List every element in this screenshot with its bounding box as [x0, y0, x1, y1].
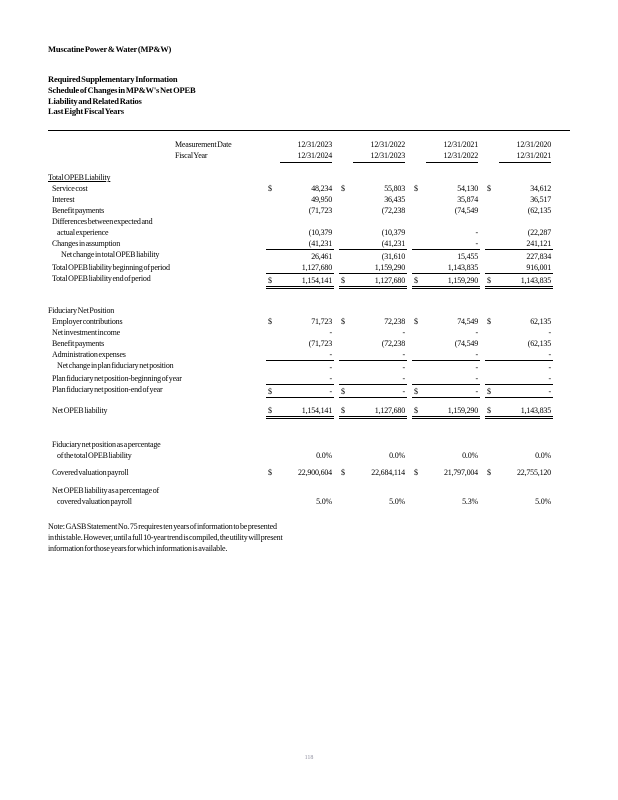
table-cell [266, 262, 334, 273]
dollar-sign: $ [487, 406, 491, 416]
row-label: Plan fiduciary net position-end of year [52, 385, 163, 395]
note-line: Note: GASB Statement No. 75 requires ten years of information to be presented [48, 522, 277, 532]
table-cell [339, 316, 407, 327]
table-cell [485, 338, 553, 349]
table-cell [412, 150, 480, 163]
cell-value: 5.0% [535, 497, 551, 507]
table-row [48, 349, 549, 360]
cell-value: 227,834 [526, 252, 551, 262]
doc-subtitle [48, 74, 570, 131]
dollar-sign: $ [268, 387, 272, 397]
table-row [48, 316, 549, 327]
table-cell [339, 485, 407, 496]
table-cell [339, 450, 407, 461]
spacer [48, 287, 549, 305]
measurement-date: 12/31/2020 [516, 140, 551, 150]
table-cell [266, 172, 334, 183]
cell-value: 1,143,835 [520, 406, 551, 416]
cell-value: - [329, 387, 332, 397]
subtitle-line: Required Supplementary Information [48, 74, 178, 84]
table-cell [266, 384, 334, 398]
table-cell [412, 216, 480, 227]
note-line: information for those years for which information is available. [48, 544, 228, 554]
table-row [48, 262, 549, 273]
cell-value: 55,803 [384, 184, 405, 194]
fiscal-year: 12/31/2021 [499, 150, 551, 163]
table-row [48, 194, 549, 205]
table-cell [266, 467, 334, 478]
cell-value: 5.3% [462, 497, 478, 507]
table-cell [339, 405, 407, 417]
cell-value: (71,723 [308, 206, 332, 216]
row-label: Total OPEB liability end of period [52, 274, 151, 284]
cell-value: 1,154,141 [301, 406, 332, 416]
row-label: actual experience [57, 228, 109, 238]
table-cell [339, 183, 407, 194]
cell-value: - [402, 374, 405, 384]
table-row [48, 496, 549, 507]
table-cell [266, 316, 334, 327]
row-label: Changes in assumption [52, 239, 121, 249]
table-cell [266, 194, 334, 205]
cell-value: - [329, 328, 332, 338]
page-content [48, 44, 570, 554]
cell-value: - [548, 350, 551, 360]
cell-value: 1,143,835 [447, 263, 478, 273]
table-cell [485, 373, 553, 384]
table-row [48, 273, 549, 287]
cell-value: 1,154,141 [301, 276, 332, 286]
cell-value: 1,127,680 [301, 263, 332, 273]
table-row [48, 405, 549, 417]
table-cell [266, 485, 334, 496]
measurement-date: 12/31/2023 [297, 140, 332, 150]
cell-value: 72,238 [384, 317, 405, 327]
fiscal-year: 12/31/2022 [426, 150, 478, 163]
cell-value: 916,001 [526, 263, 551, 273]
table-cell [412, 194, 480, 205]
table-cell [412, 467, 480, 478]
table-cell [266, 238, 334, 249]
dollar-sign: $ [341, 468, 345, 478]
cell-value: 36,517 [530, 195, 551, 205]
table-row [48, 216, 549, 227]
table-cell [266, 405, 334, 417]
row-label: Net OPEB liability [52, 406, 108, 416]
dollar-sign: $ [487, 317, 491, 327]
table-cell [485, 172, 553, 183]
dollar-sign: $ [414, 184, 418, 194]
dollar-sign: $ [414, 276, 418, 286]
table-cell [485, 467, 553, 478]
table-cell [412, 496, 480, 507]
table-row [48, 305, 549, 316]
table-cell [339, 338, 407, 349]
cell-value: (31,610 [381, 252, 405, 262]
cell-value: 48,234 [311, 184, 332, 194]
measurement-date-label: Measurement Date [175, 140, 232, 150]
cell-value: 1,143,835 [520, 276, 551, 286]
table-cell [485, 316, 553, 327]
cell-value: 1,159,290 [374, 263, 405, 273]
table-cell [485, 205, 553, 216]
row-label: Interest [52, 195, 75, 205]
page-number: 118 [304, 755, 314, 761]
row-label: Net change in total OPEB liability [61, 250, 160, 260]
cell-value: (41,231 [308, 239, 332, 249]
dollar-sign: $ [414, 317, 418, 327]
table-cell [412, 205, 480, 216]
cell-value: 49,950 [311, 195, 332, 205]
dollar-sign: $ [487, 184, 491, 194]
table-cell [412, 139, 480, 150]
table-cell [485, 216, 553, 227]
table-cell [339, 194, 407, 205]
table-row [48, 450, 549, 461]
table-cell [266, 273, 334, 287]
table-cell [266, 373, 334, 384]
cell-value: 0.0% [462, 451, 478, 461]
table-cell [485, 227, 553, 238]
cell-value: - [402, 387, 405, 397]
table-cell [412, 349, 480, 360]
cell-value: 5.0% [389, 497, 405, 507]
cell-value: - [329, 350, 332, 360]
fiscal-year: 12/31/2023 [353, 150, 405, 163]
dollar-sign: $ [487, 468, 491, 478]
cell-value: 54,130 [457, 184, 478, 194]
table-cell [485, 496, 553, 507]
table-cell [485, 194, 553, 205]
cell-value: (72,238 [381, 339, 405, 349]
dollar-sign: $ [268, 468, 272, 478]
table-cell [266, 496, 334, 507]
fiscal-year-row [48, 150, 549, 163]
table-body [48, 172, 549, 507]
table-cell [339, 238, 407, 249]
table-cell [339, 384, 407, 398]
spacer [48, 417, 549, 439]
table-cell [485, 249, 553, 262]
table-cell [266, 360, 334, 373]
dollar-sign: $ [268, 276, 272, 286]
table-cell [412, 360, 480, 373]
cell-value: 5.0% [316, 497, 332, 507]
row-label: covered valuation payroll [57, 497, 132, 507]
table-cell [339, 216, 407, 227]
table-cell [339, 349, 407, 360]
cell-value: 22,755,120 [516, 468, 551, 478]
measurement-date: 12/31/2022 [370, 140, 405, 150]
table-cell [339, 496, 407, 507]
table-row [48, 327, 549, 338]
table-header [48, 139, 549, 163]
table-cell [339, 139, 407, 150]
row-label: Fiduciary net position as a percentage [52, 440, 161, 450]
table-cell [339, 150, 407, 163]
cell-value: 35,874 [457, 195, 478, 205]
cell-value: (71,723 [308, 339, 332, 349]
table-cell [485, 183, 553, 194]
table-row [48, 183, 549, 194]
table-cell [412, 227, 480, 238]
table-cell [412, 249, 480, 262]
cell-value: - [475, 239, 478, 249]
table-cell [412, 373, 480, 384]
dollar-sign: $ [341, 184, 345, 194]
dollar-sign: $ [341, 317, 345, 327]
table-row [48, 360, 549, 373]
table-cell [412, 439, 480, 450]
row-label: Net change in plan fiduciary net position [57, 361, 174, 371]
table-row [48, 227, 549, 238]
cell-value: - [475, 374, 478, 384]
table-cell [412, 327, 480, 338]
cell-value: 22,684,114 [371, 468, 405, 478]
subtitle-line: Last Eight Fiscal Years [48, 106, 124, 117]
cell-value: 62,135 [530, 317, 551, 327]
cell-value: 1,159,290 [447, 276, 478, 286]
cell-value: 26,461 [311, 252, 332, 262]
cell-value: - [548, 374, 551, 384]
cell-value: - [548, 328, 551, 338]
row-label: Service cost [52, 184, 88, 194]
cell-value: - [475, 328, 478, 338]
dollar-sign: $ [487, 276, 491, 286]
spacer [48, 398, 549, 405]
table-cell [339, 373, 407, 384]
table-cell [339, 439, 407, 450]
table-cell [412, 262, 480, 273]
table-cell [485, 450, 553, 461]
table-cell [266, 450, 334, 461]
cell-value: (72,238 [381, 206, 405, 216]
row-label: Benefit payments [52, 206, 105, 216]
row-label: Total OPEB liability beginning of period [52, 263, 170, 273]
row-label: Employer contributions [52, 317, 123, 327]
cell-value: - [548, 387, 551, 397]
table-cell [266, 150, 334, 163]
cell-value: 0.0% [535, 451, 551, 461]
row-label: Differences between expected and [52, 217, 153, 227]
table-row [48, 338, 549, 349]
dollar-sign: $ [341, 387, 345, 397]
table-cell [485, 238, 553, 249]
table-cell [412, 305, 480, 316]
table-cell [412, 338, 480, 349]
table-cell [339, 262, 407, 273]
cell-value: 21,797,004 [443, 468, 478, 478]
table-cell [412, 405, 480, 417]
table-cell [485, 360, 553, 373]
table-row [48, 384, 549, 398]
cell-value: 74,549 [457, 317, 478, 327]
table-cell [266, 227, 334, 238]
table-row [48, 172, 549, 183]
cell-value: 241,121 [526, 239, 551, 249]
table-cell [266, 338, 334, 349]
table-cell [412, 384, 480, 398]
table-cell [339, 227, 407, 238]
cell-value: (22,287 [527, 228, 551, 238]
cell-value: 1,127,680 [374, 406, 405, 416]
table-cell [412, 238, 480, 249]
cell-value: - [402, 328, 405, 338]
doc-title: Muscatine Power & Water (MP&W) [48, 44, 172, 54]
cell-value: - [475, 363, 478, 373]
table-cell [266, 439, 334, 450]
table-cell [266, 205, 334, 216]
table-row [48, 249, 549, 262]
table-row [48, 373, 549, 384]
cell-value: - [402, 350, 405, 360]
cell-value: (10,379 [308, 228, 332, 238]
table-cell [485, 327, 553, 338]
dollar-sign: $ [268, 317, 272, 327]
table-row [48, 238, 549, 249]
table-cell [339, 249, 407, 262]
cell-value: 34,612 [530, 184, 551, 194]
cell-value: (10,379 [381, 228, 405, 238]
note [48, 521, 570, 554]
row-label: Plan fiduciary net position-beginning of year [52, 374, 182, 384]
table-cell [339, 360, 407, 373]
table-cell [339, 305, 407, 316]
table-cell [412, 450, 480, 461]
cell-value: (74,549 [454, 206, 478, 216]
table-cell [485, 273, 553, 287]
cell-value: 71,723 [311, 317, 332, 327]
cell-value: 0.0% [316, 451, 332, 461]
note-line: in this table. However, until a full 10-year trend is compiled, the utility will present [48, 533, 283, 543]
measurement-date-row [48, 139, 549, 150]
table-cell [485, 139, 553, 150]
dollar-sign: $ [414, 468, 418, 478]
table-cell [339, 205, 407, 216]
cell-value: 36,435 [384, 195, 405, 205]
cell-value: 0.0% [389, 451, 405, 461]
cell-value: - [329, 363, 332, 373]
table-cell [339, 273, 407, 287]
cell-value: 1,127,680 [374, 276, 405, 286]
section-label: Total OPEB Liability [48, 173, 111, 183]
table-cell [412, 485, 480, 496]
table-cell [266, 183, 334, 194]
table-row [48, 467, 549, 478]
row-label: of the total OPEB liability [57, 451, 132, 461]
cell-value: 1,159,290 [447, 406, 478, 416]
table-cell [412, 172, 480, 183]
subtitle-line: Schedule of Changes in MP&W's Net OPEB [48, 84, 196, 95]
table-cell [266, 139, 334, 150]
table-cell [485, 305, 553, 316]
dollar-sign: $ [341, 406, 345, 416]
dollar-sign: $ [268, 184, 272, 194]
dollar-sign: $ [414, 387, 418, 397]
table-cell [485, 405, 553, 417]
table-cell [412, 273, 480, 287]
table-cell [485, 439, 553, 450]
table-cell [485, 485, 553, 496]
table-cell [485, 150, 553, 163]
table-row [48, 485, 549, 496]
table-cell [339, 467, 407, 478]
dollar-sign: $ [414, 406, 418, 416]
table-cell [266, 249, 334, 262]
cell-value: 22,900,604 [297, 468, 332, 478]
table-row [48, 205, 549, 216]
cell-value: - [402, 363, 405, 373]
fiscal-year-label: Fiscal Year [175, 151, 208, 161]
row-label: Fiduciary Net Position [48, 306, 115, 316]
row-label: Covered valuation payroll [52, 468, 129, 478]
dollar-sign: $ [268, 406, 272, 416]
cell-value: - [329, 374, 332, 384]
cell-value: - [475, 350, 478, 360]
dollar-sign: $ [341, 276, 345, 286]
row-label: Benefit payments [52, 339, 105, 349]
cell-value: (62,135 [527, 339, 551, 349]
cell-value: 15,455 [457, 252, 478, 262]
cell-value: - [475, 228, 478, 238]
table-cell [339, 172, 407, 183]
dollar-sign: $ [487, 387, 491, 397]
spacer [48, 478, 549, 485]
cell-value: - [475, 387, 478, 397]
table-cell [485, 384, 553, 398]
table-cell [266, 305, 334, 316]
table-cell [266, 216, 334, 227]
fiscal-year: 12/31/2024 [280, 150, 332, 163]
subtitle-line: Liability and Related Ratios [48, 95, 142, 106]
row-label: Net OPEB liability as a percentage of [52, 486, 160, 496]
table-cell [266, 349, 334, 360]
measurement-date: 12/31/2021 [443, 140, 478, 150]
cell-value: (62,135 [527, 206, 551, 216]
row-label: Net investment income [52, 328, 121, 338]
table-cell [485, 349, 553, 360]
table-row [48, 439, 549, 450]
table-cell [485, 262, 553, 273]
cell-value: (41,231 [381, 239, 405, 249]
table-cell [266, 327, 334, 338]
row-label: Administration expenses [52, 350, 126, 360]
table-cell [412, 183, 480, 194]
table-cell [339, 327, 407, 338]
cell-value: - [548, 363, 551, 373]
summary-table [48, 139, 549, 507]
table-cell [412, 316, 480, 327]
cell-value: (74,549 [454, 339, 478, 349]
